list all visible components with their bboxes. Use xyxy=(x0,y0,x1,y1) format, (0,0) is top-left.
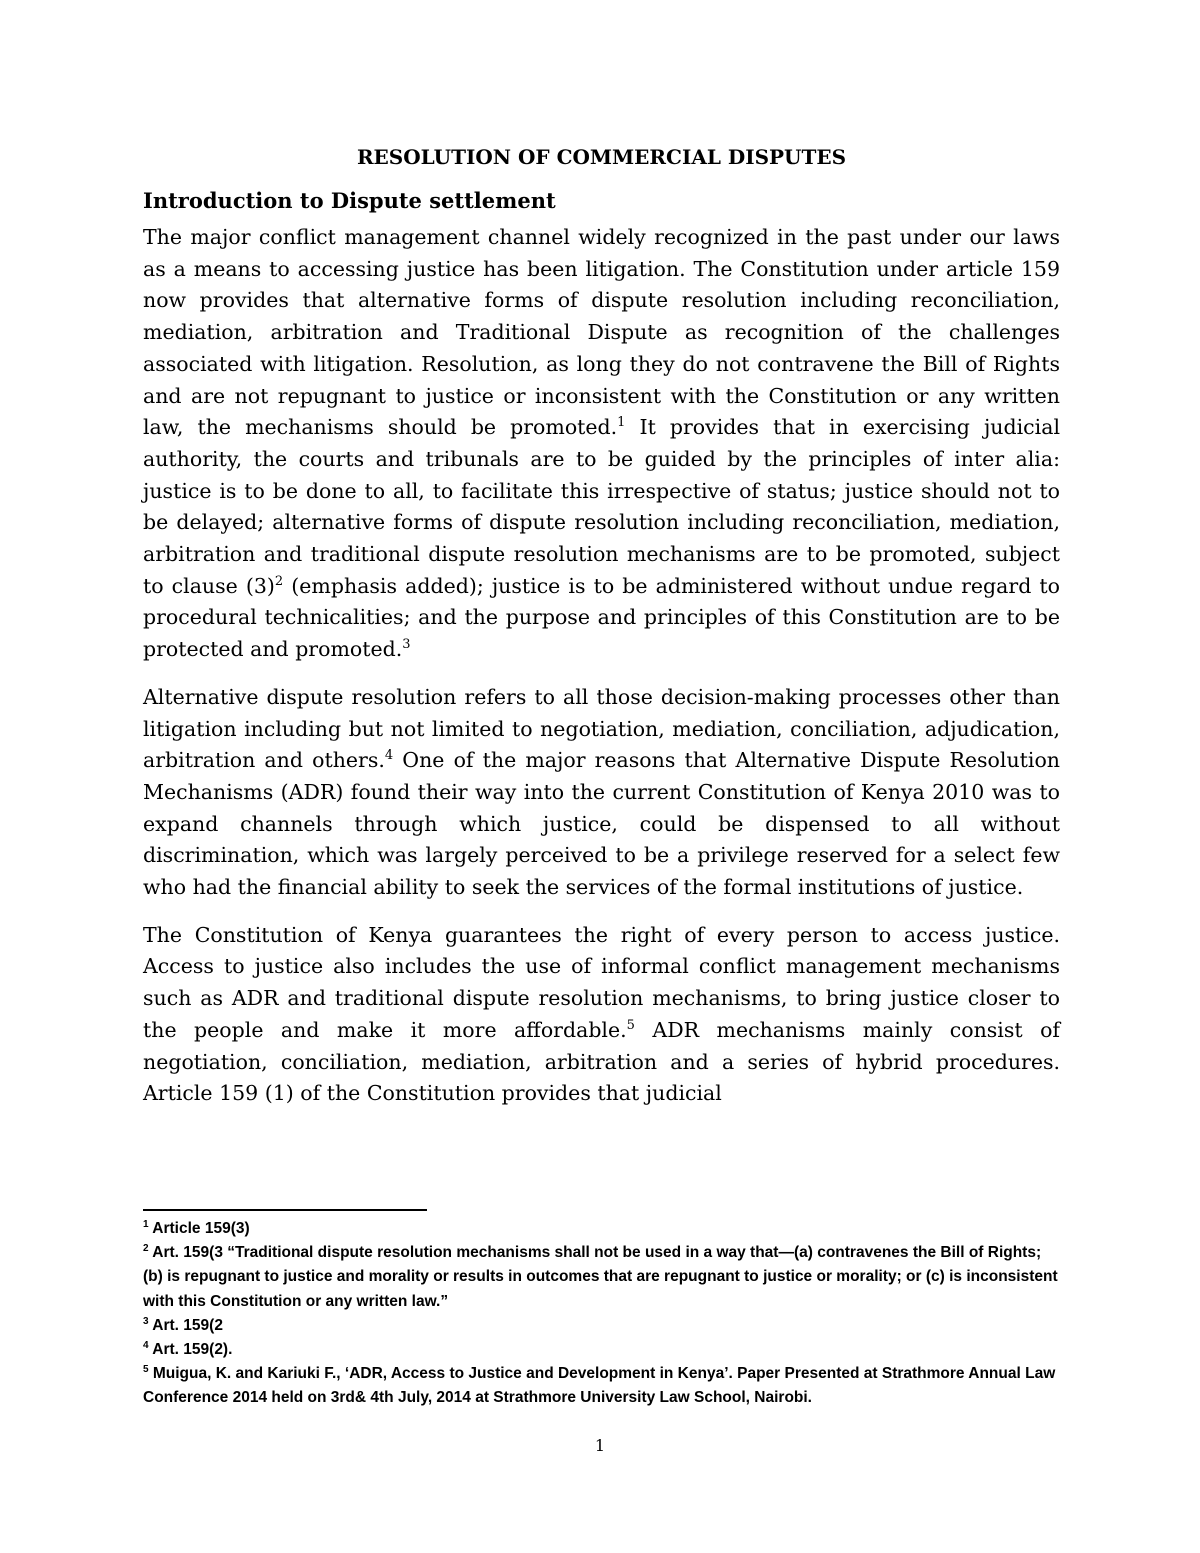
paragraph-2 xyxy=(143,682,1060,904)
footnote-3 xyxy=(143,1314,1060,1338)
paragraph-3 xyxy=(143,920,1060,1110)
footnote-5 xyxy=(143,1362,1060,1410)
footnotes xyxy=(143,1217,1060,1411)
paragraph-text: Alternative dispute resolution refers to all those decision-making processes other than litigation including but not limited to negotiation, mediation, conciliation, adjudication, arbitration and others. xyxy=(143,684,1060,773)
paragraph-1 xyxy=(143,222,1060,666)
paragraph-text: One of the major reasons that Alternative Dispute Resolution Mechanisms (ADR) found their way into the current Constitution of Kenya 2010 was to expand channels through which justice, could be dispensed to all without discrimination, which was largely perceived to be a privilege reserved for a select few who had the financial ability to seek the services of the formal institutions of justice. xyxy=(143,748,1060,900)
footnote-1 xyxy=(143,1217,1060,1241)
paragraph-text: The Constitution of Kenya guarantees the right of every person to access justice. Access to justice also includes the use of informal conflict management mechanisms such as ADR and traditional dispute resolution mechanisms, to bring justice closer to the people and make it more affordable. xyxy=(143,922,1060,1042)
footnote-ref-2: 2 xyxy=(274,573,284,589)
footnote-ref-3: 3 xyxy=(402,637,411,653)
footnote-text: Article 159(3) xyxy=(148,1220,250,1237)
footnote-text: Muigua, K. and Kariuki F., ‘ADR, Access to Justice and Development in Kenya’. Paper Presented at Strathmore Annual Law Conference 2014 held on 3rd& 4th July, 2014 at Strathmore University Law School, Nairobi. xyxy=(143,1365,1056,1407)
footnote-separator xyxy=(143,1209,427,1211)
document-title: RESOLUTION OF COMMERCIAL DISPUTES xyxy=(356,145,847,169)
paragraph-text: The major conflict management channel widely recognized in the past under our laws as a means to accessing justice has been litigation. The Constitution under article 159 now provides that alternative forms of dispute resolution including reconciliation, mediation, arbitration and Traditional Dispute as recognition of the challenges associated with litigation. Resolution, as long they do not contravene the Bill of Rights and are not repugnant to justice or inconsistent with the Constitution or any written law, the mechanisms should be promoted. xyxy=(143,225,1060,440)
footnote-2 xyxy=(143,1241,1060,1314)
page-number: 1 xyxy=(594,1436,606,1455)
footnote-ref-4: 4 xyxy=(384,748,394,764)
footnote-text: Art. 159(2 xyxy=(148,1316,223,1334)
footnote-ref-5: 5 xyxy=(626,1018,635,1034)
paragraph-text: (emphasis added); justice is to be administered without undue regard to procedural technicalities; and the purpose and principles of this Constitution are to be protected and promoted. xyxy=(143,573,1060,662)
paragraph-text: ADR mechanisms mainly consist of negotiation, conciliation, mediation, arbitration and a series of hybrid procedures. Article 159 (1) of the Constitution provides that judicial xyxy=(143,1017,1061,1106)
section-heading: Introduction to Dispute settlement xyxy=(143,188,556,213)
footnote-ref-1: 1 xyxy=(617,415,626,431)
footnote-number: 2 xyxy=(143,1243,149,1255)
document-body xyxy=(143,140,1060,1126)
footnote-number: 3 xyxy=(143,1315,149,1327)
footnote-number: 5 xyxy=(143,1364,149,1376)
footnote-text: Art. 159(2). xyxy=(148,1341,233,1359)
footnote-4 xyxy=(143,1338,1060,1362)
footnote-number: 4 xyxy=(143,1339,149,1351)
paragraph-text: It provides that in exercising judicial authority, the courts and tribunals are to be guided by the principles of inter alia: justice is to be done to all, to facilitate this irrespective of status; justice should not to be delayed; alternative forms of dispute resolution including reconciliation, mediation, arbitration and traditional dispute resolution mechanisms are to be promoted, subject to clause (3) xyxy=(143,415,1060,598)
footnote-text: Art. 159(3 “Traditional dispute resolution mechanisms shall not be used in a way that—(a) contravenes the Bill of Rights; (b) is repugnant to justice and morality or results in outcomes that are repugnant to justice or morality; or (c) is inconsistent with this Constitution or any written law.” xyxy=(143,1244,1058,1310)
footnote-number: 1 xyxy=(143,1218,149,1230)
